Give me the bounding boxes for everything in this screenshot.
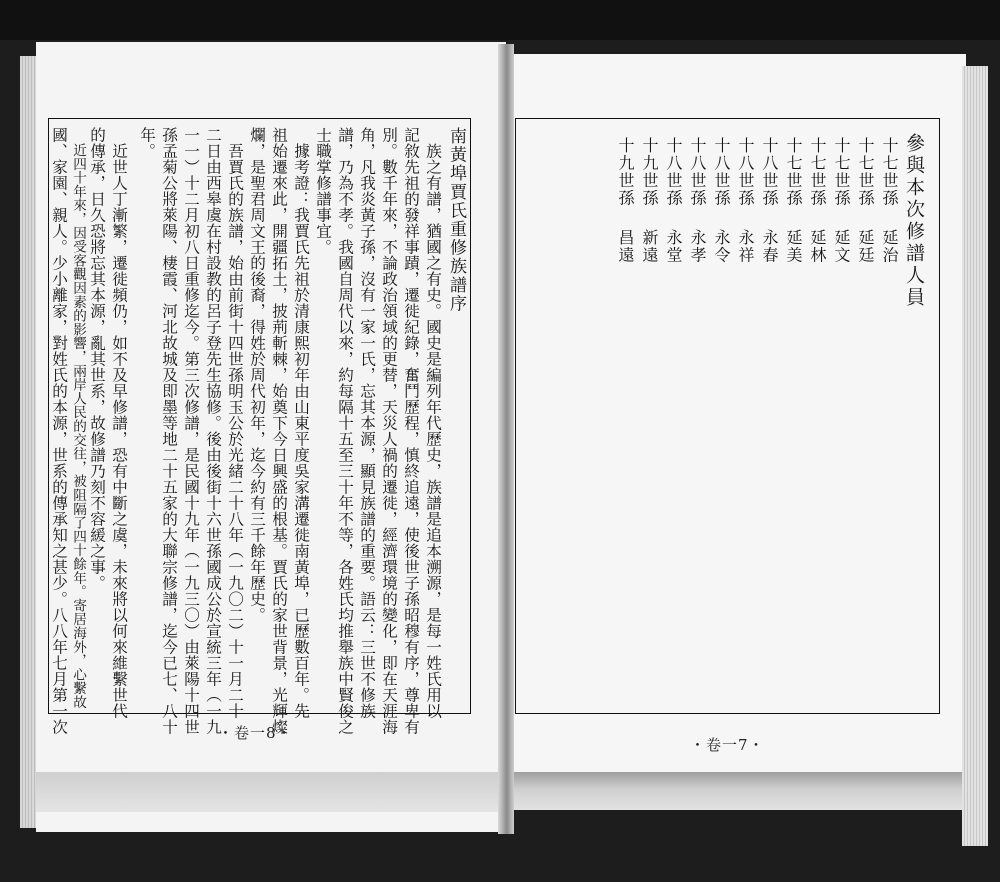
right-page-edge-stack [962, 66, 988, 846]
member-name: 永孝 [688, 229, 707, 264]
member-generation: 十九世孫 [640, 137, 659, 207]
member-generation: 十八世孫 [688, 137, 707, 207]
member-name: 延美 [784, 229, 803, 264]
member-generation: 十七世孫 [832, 137, 851, 207]
left-page-folio: ・卷一8・ [218, 724, 293, 742]
member-list-title: 參與本次修譜人員 [903, 133, 925, 309]
text-column: 別。數千年來，不論政治領域的更替，天災人禍的遷徙，經濟環境的變化，即在天涯海 [380, 127, 398, 735]
text-column: 據考證：我賈氏先祖於清康熙初年由山東平度吳家溝遷徙南黃埠，已歷數百年。先 [292, 143, 310, 719]
text-column: 爛，是聖君周文王的後裔，得姓於周代初年，迄今約有三千餘年歷史。 [248, 127, 266, 623]
text-column: 角，凡我炎黃子孫，沒有一家一氏，忘其本源，顯見族譜的重要。語云：三世不修族 [358, 127, 376, 719]
text-column: 近四十年來，因受客觀因素的影響，兩岸人民的交往，被阻隔了四十餘年。寄居海外，心繫故 [70, 143, 86, 709]
text-column: 祖始遷來此，開疆拓土，披荊斬棘，始奠下今日興盛的根基。賈氏的家世背景，光輝燦 [270, 127, 288, 735]
member-generation: 十八世孫 [736, 137, 755, 207]
member-generation: 十八世孫 [760, 137, 779, 207]
member-name: 延廷 [856, 229, 875, 264]
right-page-bottom-stack [510, 772, 962, 810]
member-name: 永春 [760, 229, 779, 264]
member-generation: 十八世孫 [712, 137, 731, 207]
member-generation: 十七世孫 [784, 137, 803, 207]
text-column: 士職掌修譜事宜。 [314, 127, 332, 255]
member-name: 永堂 [664, 229, 683, 264]
member-generation: 十八世孫 [664, 137, 683, 207]
member-name: 延治 [880, 229, 899, 264]
text-column: 年。 [138, 127, 156, 159]
member-generation: 十七世孫 [808, 137, 827, 207]
text-column: 近世人丁漸繁，遷徙頻仍，如不及早修譜，恐有中斷之虞，未來將以何來維繫世代 [110, 143, 128, 719]
text-column: 國、家園、親人。少小離家，對姓氏的本源，世系的傳承知之甚少。八八年七月第一次 [50, 127, 68, 735]
text-column: 二日由西皋虞在村設教的呂子登先生協修。後由後街十六世孫國成公於宣統三年（一九 [204, 127, 222, 735]
left-page-bottom-shadow [36, 772, 506, 812]
right-page-folio: ・卷一7・ [690, 736, 765, 754]
text-column: 譜，乃為不孝。我國自周代以來，約每隔十五至三十年不等，各姓氏均推舉族中賢俊之 [336, 127, 354, 735]
text-column: 一一）十二月初八日重修迄今。第三次修譜，是民國十九年（一九三〇）由萊陽十四世 [182, 127, 200, 735]
member-name: 昌遠 [616, 229, 635, 264]
member-list [516, 119, 939, 713]
member-generation: 十九世孫 [616, 137, 635, 207]
member-generation: 十七世孫 [856, 137, 875, 207]
member-name: 永祥 [736, 229, 755, 264]
book-gutter [498, 44, 514, 834]
member-name: 新遠 [640, 229, 659, 264]
member-name: 延文 [832, 229, 851, 264]
member-name: 延林 [808, 229, 827, 264]
right-text-frame [515, 118, 940, 714]
text-column: 族之有譜，猶國之有史。國史是編列年代歷史，族譜是追本溯源，是每一姓氏用以 [424, 143, 442, 719]
member-generation: 十七世孫 [880, 137, 899, 207]
text-column: 記敘先祖的發祥事蹟，遷徙紀錄，奮鬥歷程，慎終追遠，使後世子孫昭穆有序，尊卑有 [402, 127, 420, 735]
text-column: 吾賈氏的族譜，始由前街十四世孫明玉公於光緒二十八年（一九〇二）十一月二十 [226, 143, 244, 719]
text-column: 孫孟菊公將萊陽、棲霞、河北故城及即墨等地二十五家的大聯宗修譜，迄今已七、八十 [160, 127, 178, 735]
text-column: 的傳承，日久恐將忘其本源，亂其世系，故修譜乃刻不容緩之事。 [88, 127, 106, 591]
background [0, 0, 1000, 40]
preface-title: 南黃埠賈氏重修族譜序 [446, 127, 466, 313]
member-name: 永令 [712, 229, 731, 264]
